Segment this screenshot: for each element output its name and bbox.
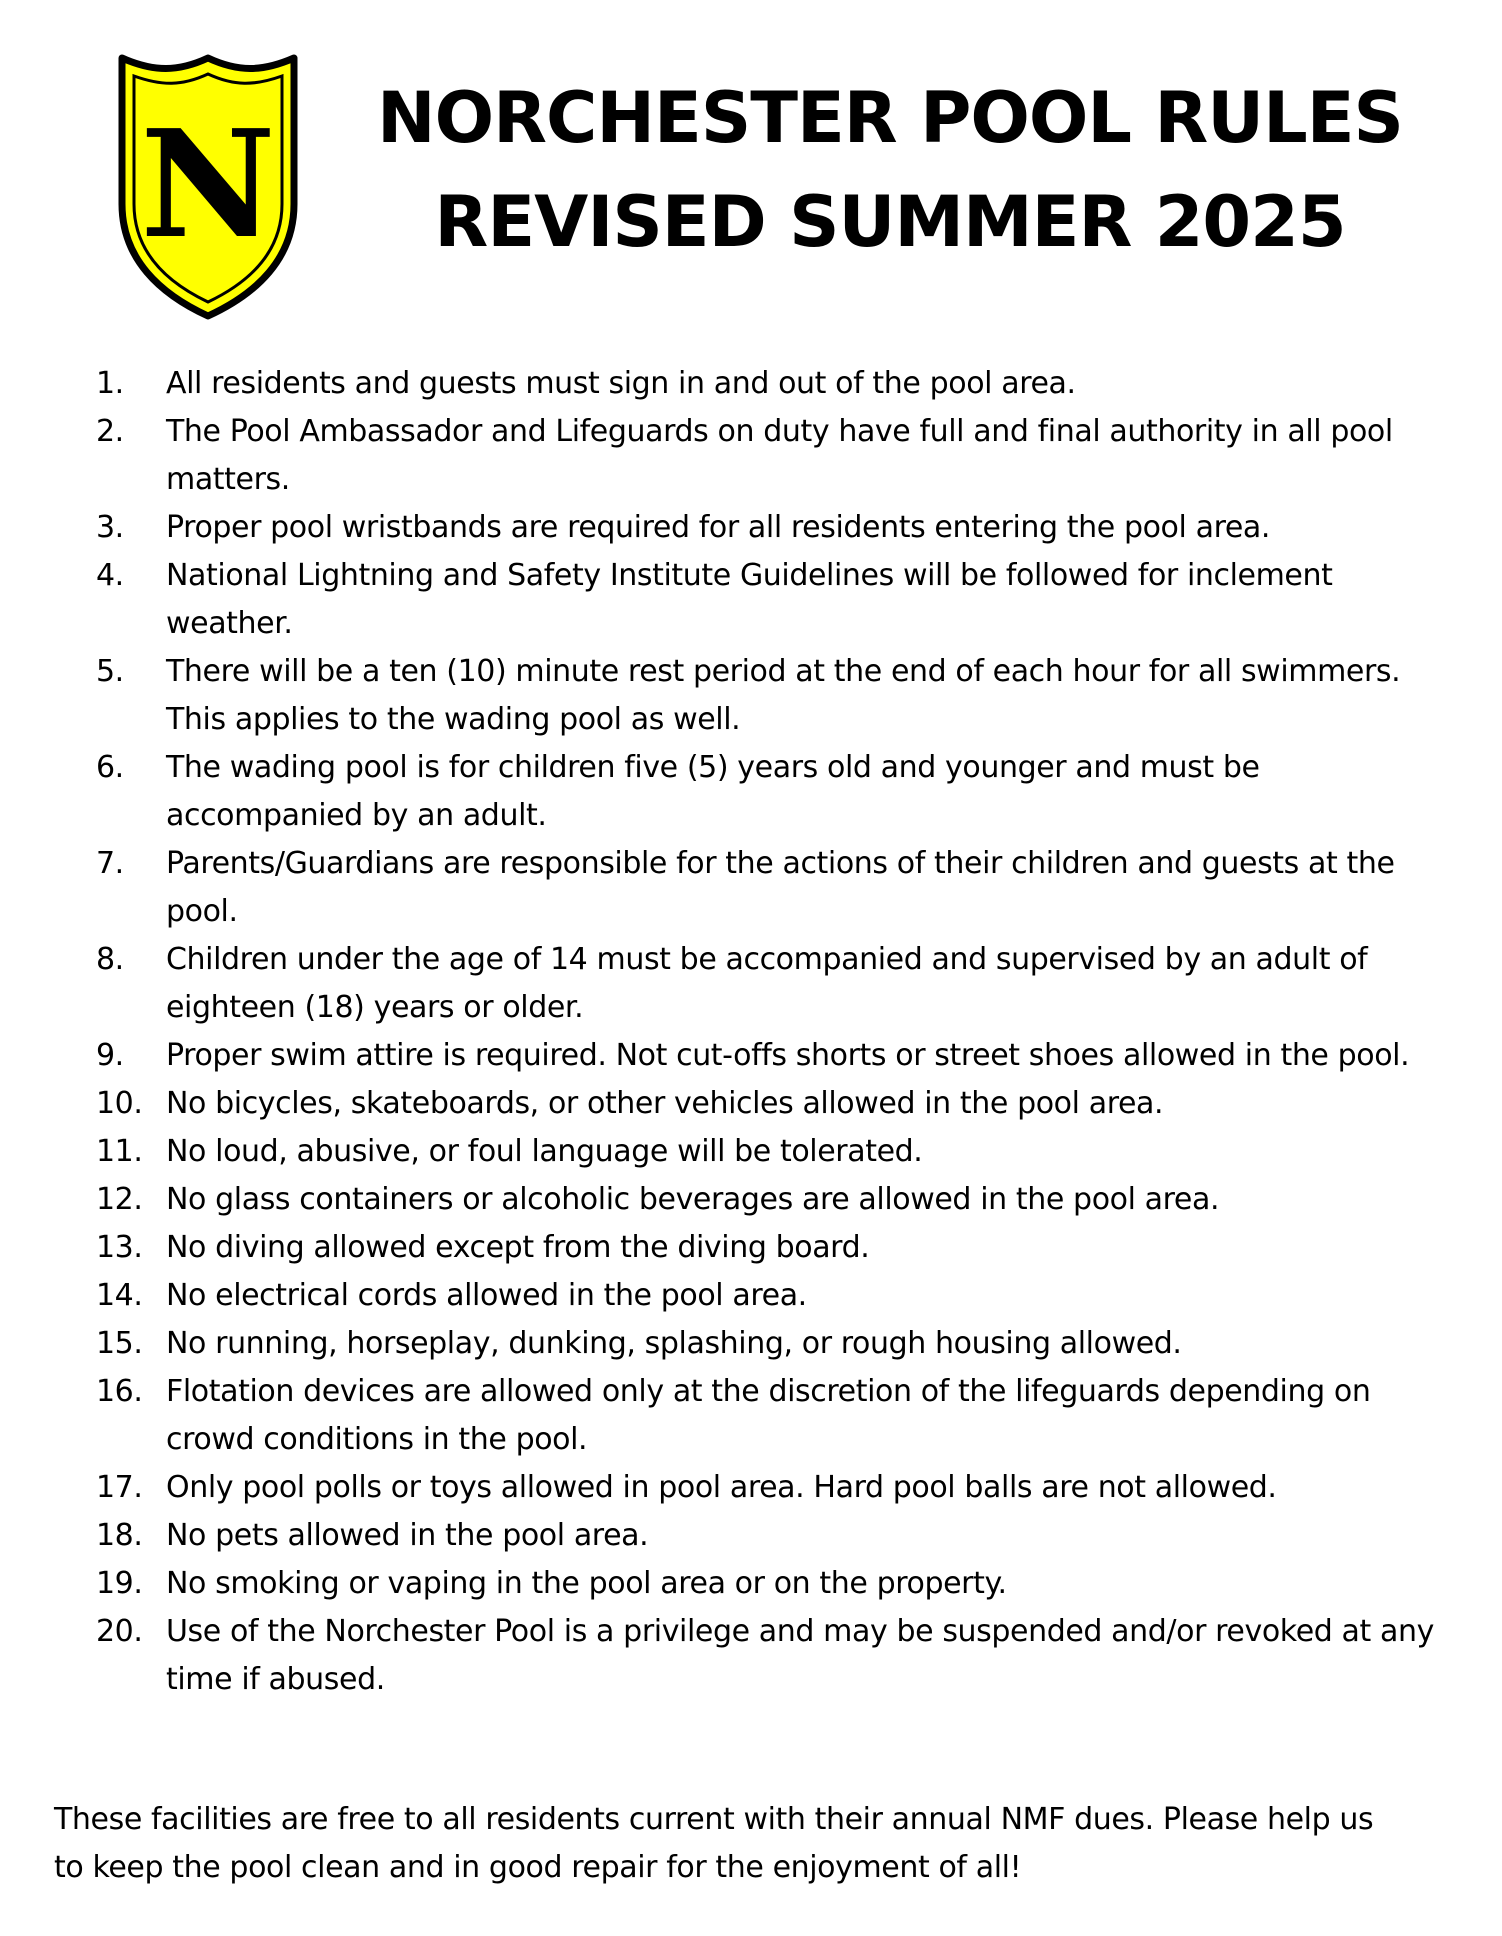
rule-number: 3. (96, 510, 124, 545)
rule-item (96, 744, 1436, 840)
rule-text: There will be a ten (10) minute rest period at the end of each hour for all swimmers. This applies to the wading pool as well. (166, 654, 1401, 737)
rule-number: 13. (96, 1230, 143, 1265)
rule-number: 7. (96, 846, 124, 881)
rule-text: No bicycles, skateboards, or other vehicles allowed in the pool area. (166, 1086, 1164, 1121)
rule-text: No running, horseplay, dunking, splashing, or rough housing allowed. (166, 1326, 1182, 1361)
page-title (370, 66, 1410, 274)
rule-text: No diving allowed except from the diving board. (166, 1230, 870, 1265)
rule-item (96, 648, 1436, 744)
rule-number: 4. (96, 558, 124, 593)
rule-item (96, 1032, 1436, 1080)
norchester-shield-logo (116, 54, 300, 320)
rule-number: 15. (96, 1326, 143, 1361)
rule-number: 8. (96, 942, 124, 977)
logo-letter: N (140, 97, 276, 271)
rule-item (96, 360, 1436, 408)
rule-text: Children under the age of 14 must be accompanied and supervised by an adult of eighteen (18) years or older. (166, 942, 1368, 1025)
rule-item (96, 1464, 1436, 1512)
rule-item (96, 1320, 1436, 1368)
rule-number: 17. (96, 1470, 143, 1505)
rule-item (96, 936, 1436, 1032)
title-line-2: REVISED SUMMER 2025 (434, 181, 1346, 263)
rule-text: No loud, abusive, or foul language will be tolerated. (166, 1134, 923, 1169)
rule-item (96, 1272, 1436, 1320)
rule-text: No smoking or vaping in the pool area or on the property. (166, 1566, 1007, 1601)
rule-number: 16. (96, 1374, 143, 1409)
rule-text: Flotation devices are allowed only at the discretion of the lifeguards depending on crowd conditions in the pool. (166, 1374, 1371, 1457)
rule-text: Proper pool wristbands are required for all residents entering the pool area. (166, 510, 1271, 545)
rule-item (96, 1080, 1436, 1128)
rule-item (96, 840, 1436, 936)
rule-item (96, 408, 1436, 504)
rule-number: 6. (96, 750, 124, 785)
rule-number: 12. (96, 1182, 143, 1217)
rule-text: The wading pool is for children five (5) years old and younger and must be accompanied by an adult. (166, 750, 1260, 833)
rule-item (96, 1176, 1436, 1224)
rule-number: 19. (96, 1566, 143, 1601)
rule-item (96, 1560, 1436, 1608)
rule-item (96, 1128, 1436, 1176)
rule-number: 18. (96, 1518, 143, 1553)
rule-item (96, 1368, 1436, 1464)
rule-text: Parents/Guardians are responsible for the actions of their children and guests at the pool. (166, 846, 1395, 929)
rule-text: No glass containers or alcoholic beverages are allowed in the pool area. (166, 1182, 1220, 1217)
rule-item (96, 1608, 1436, 1704)
rule-number: 2. (96, 414, 124, 449)
rule-text: Proper swim attire is required. Not cut-offs shorts or street shoes allowed in the pool. (166, 1038, 1410, 1073)
footer-note: These facilities are free to all residents current with their annual NMF dues. Please help us to keep the pool clean and in good repair for the enjoyment of all! (54, 1802, 1374, 1885)
rule-number: 11. (96, 1134, 143, 1169)
rule-number: 14. (96, 1278, 143, 1313)
rule-number: 9. (96, 1038, 124, 1073)
rule-item (96, 552, 1436, 648)
rule-item (96, 1224, 1436, 1272)
rule-text: Use of the Norchester Pool is a privilege and may be suspended and/or revoked at any time if abused. (166, 1614, 1434, 1697)
rule-number: 10. (96, 1086, 143, 1121)
rule-text: No electrical cords allowed in the pool area. (166, 1278, 807, 1313)
rule-text: No pets allowed in the pool area. (166, 1518, 649, 1553)
rule-number: 5. (96, 654, 124, 689)
rule-text: National Lightning and Safety Institute Guidelines will be followed for inclement weather. (166, 558, 1333, 641)
rule-text: The Pool Ambassador and Lifeguards on duty have full and final authority in all pool matters. (166, 414, 1393, 497)
rules-list (96, 360, 1436, 1704)
title-line-1: NORCHESTER POOL RULES (377, 77, 1403, 159)
rule-number: 1. (96, 366, 124, 401)
rule-number: 20. (96, 1614, 143, 1649)
rule-item (96, 504, 1436, 552)
rule-text: All residents and guests must sign in and out of the pool area. (166, 366, 1076, 401)
rule-item (96, 1512, 1436, 1560)
rule-text: Only pool polls or toys allowed in pool area. Hard pool balls are not allowed. (166, 1470, 1277, 1505)
